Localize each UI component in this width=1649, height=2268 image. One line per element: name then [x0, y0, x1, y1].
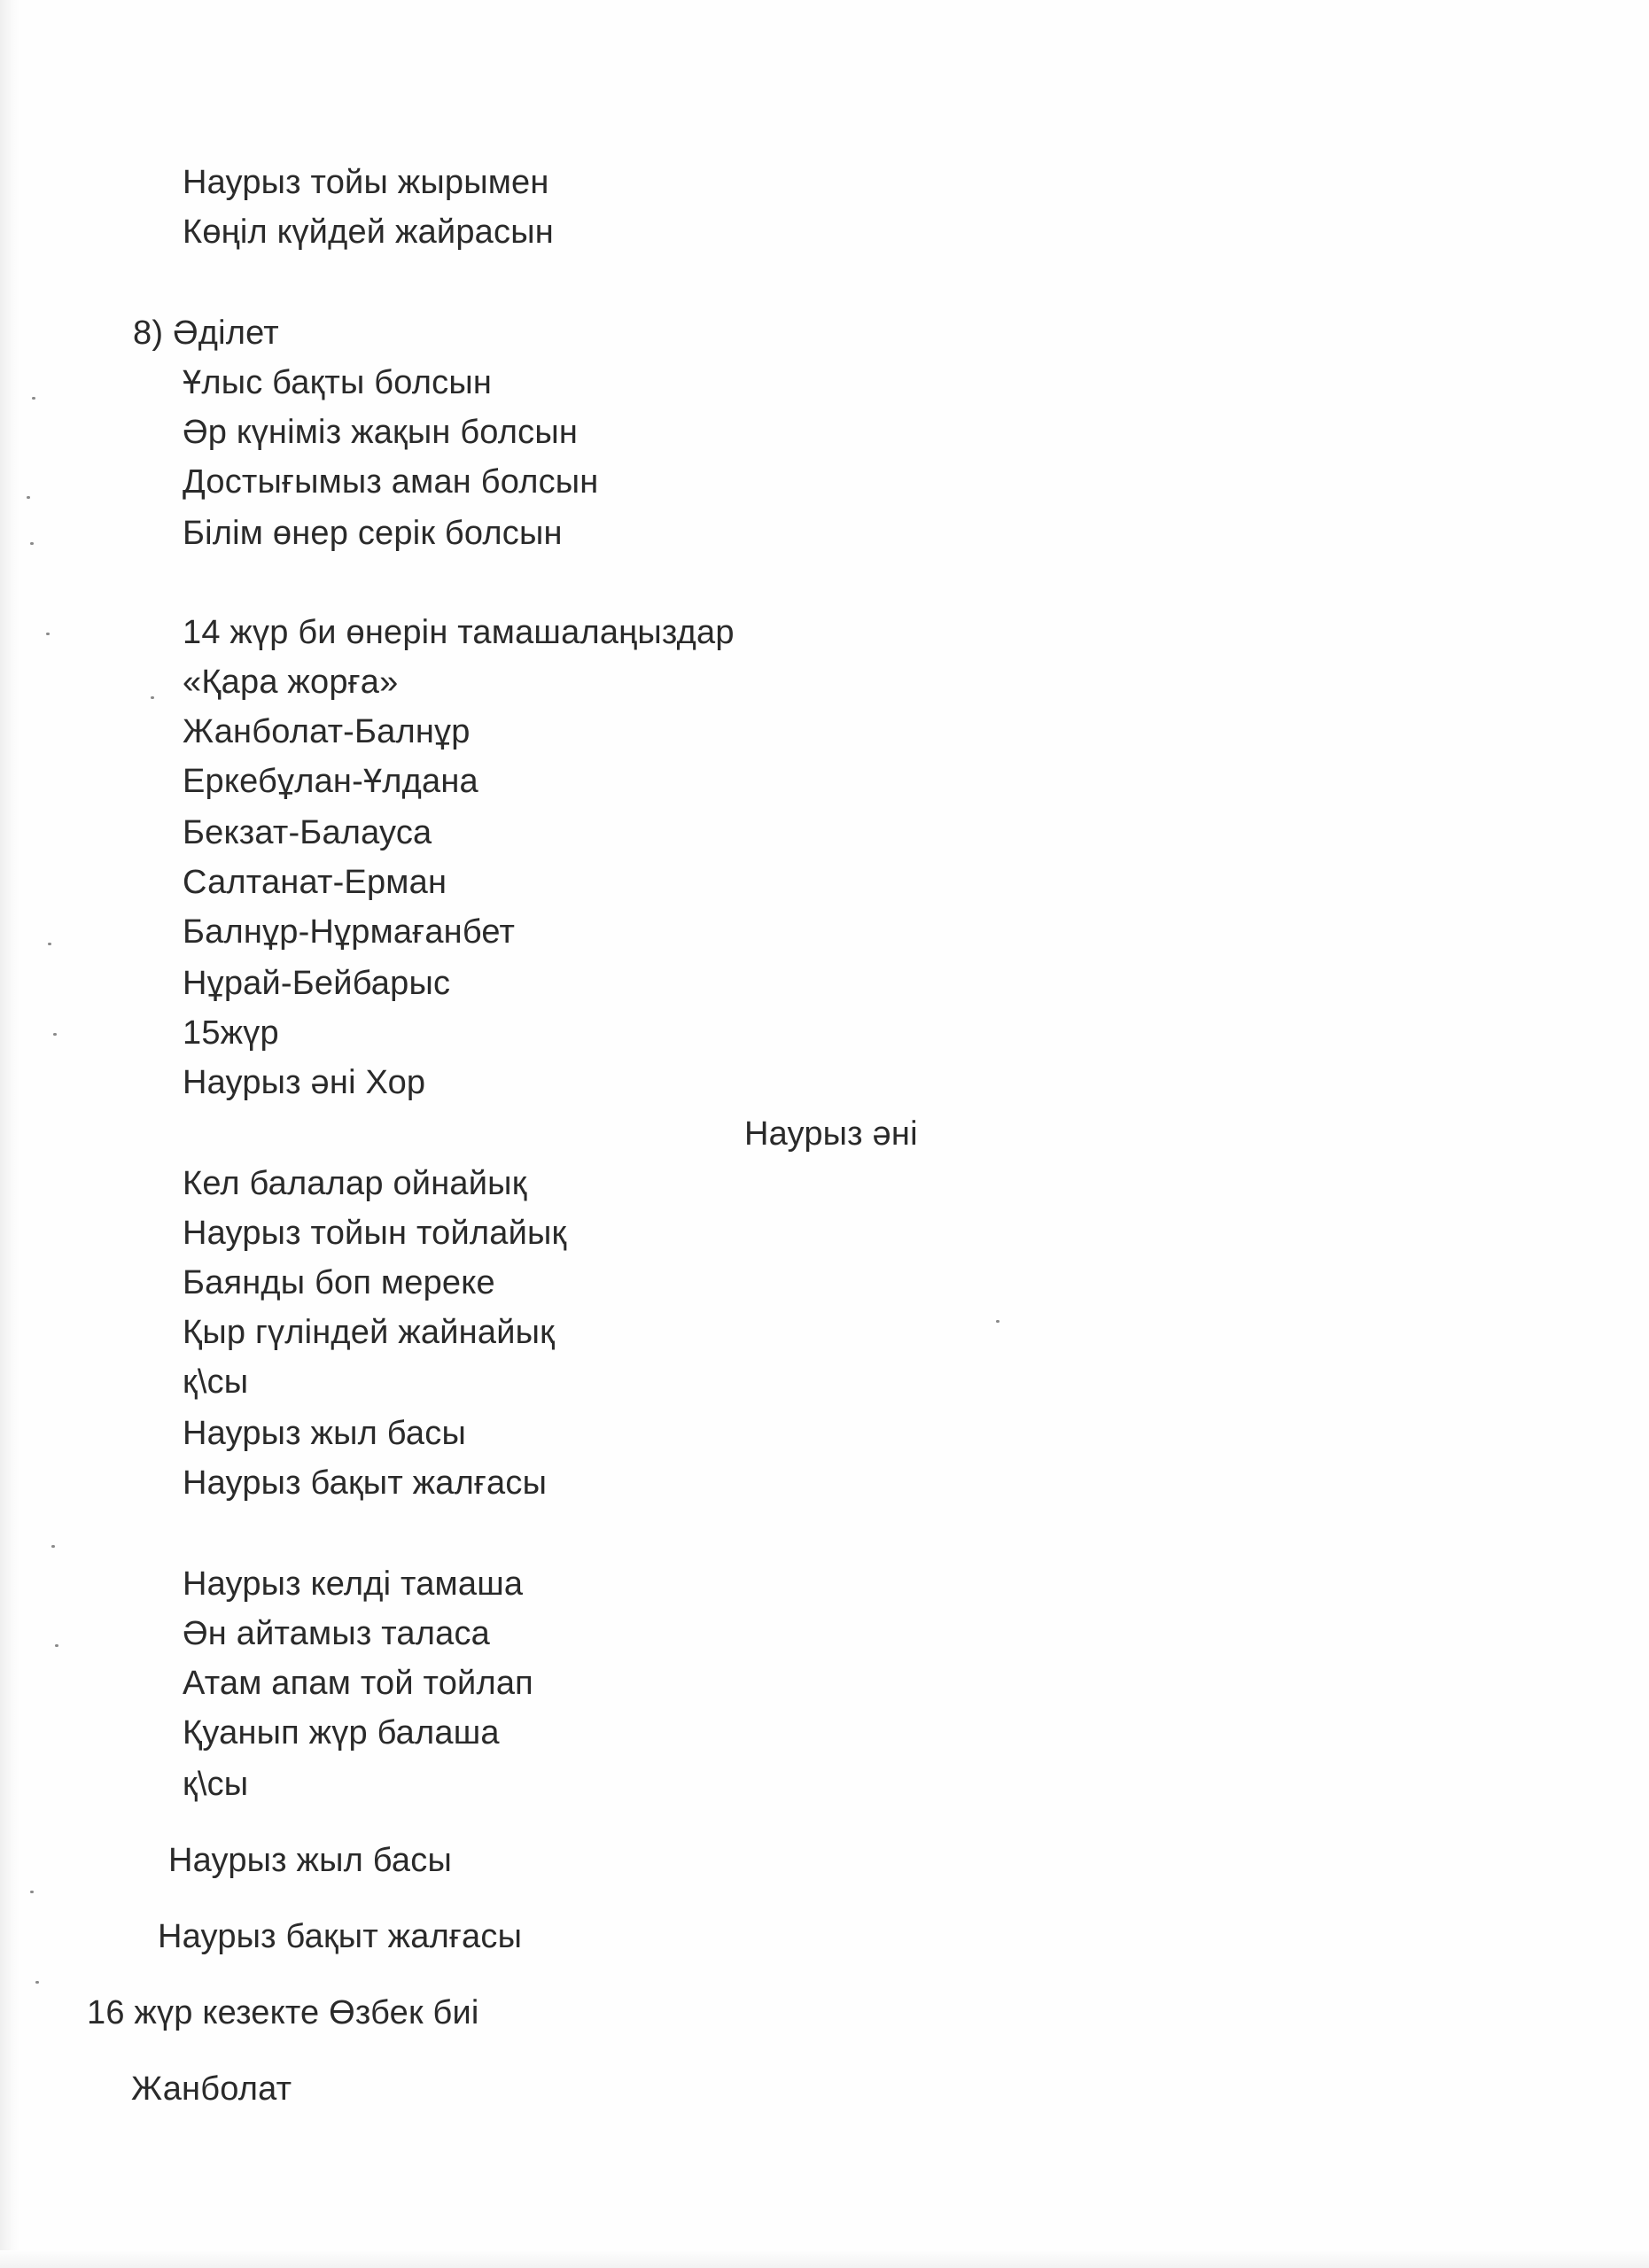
- scan-speck: [51, 1545, 55, 1548]
- text-line: Әр күніміз жақын болсын: [183, 414, 579, 451]
- text-line: 15жүр: [183, 1014, 279, 1052]
- text-line: «Қара жорға»: [183, 664, 399, 701]
- item-heading: 8) Әділет: [133, 315, 279, 352]
- text-line: Жанболат: [131, 2070, 292, 2108]
- text-line: Көңіл күйдей жайрасын: [183, 214, 554, 251]
- scan-shadow-left: [0, 0, 19, 2268]
- scan-speck: [35, 1981, 39, 1984]
- text-line: қ\сы: [183, 1363, 249, 1401]
- text-line: Наурыз тойын тойлайық: [183, 1215, 567, 1252]
- text-line: Нұрай-Бейбарыс: [183, 965, 451, 1002]
- text-line: Ән айтамыз таласа: [183, 1615, 490, 1652]
- text-line: Балнұр-Нұрмағанбет: [183, 913, 516, 951]
- text-line: Наурыз бақыт жалғасы: [183, 1464, 548, 1502]
- scan-speck: [996, 1320, 1000, 1323]
- scan-speck: [55, 1644, 58, 1647]
- scan-speck: [46, 633, 50, 635]
- scan-speck: [30, 542, 34, 545]
- scan-speck: [53, 1033, 57, 1036]
- text-line: Қуанып жүр балаша: [183, 1714, 500, 1751]
- song-title: Наурыз әні: [744, 1115, 918, 1153]
- scan-speck: [151, 696, 154, 699]
- text-line: Білім өнер серік болсын: [183, 515, 563, 552]
- text-line: қ\сы: [183, 1766, 249, 1803]
- text-line: Салтанат-Ерман: [183, 864, 447, 901]
- text-line: Достығымыз аман болсын: [183, 463, 599, 501]
- text-line: 16 жүр кезекте Өзбек биі: [87, 1994, 479, 2031]
- text-line: Бекзат-Балауса: [183, 814, 432, 851]
- scan-speck: [48, 943, 51, 945]
- text-line: Баянды боп мереке: [183, 1264, 495, 1301]
- text-line: Наурыз бақыт жалғасы: [158, 1918, 523, 1955]
- scan-speck: [32, 397, 35, 400]
- text-line: Наурыз жыл басы: [168, 1842, 452, 1879]
- text-line: 14 жүр би өнерін тамашалаңыздар: [183, 614, 735, 651]
- scan-shadow-bottom: [0, 2250, 1649, 2268]
- scan-speck: [27, 496, 30, 499]
- text-line: Наурыз тойы жырымен: [183, 164, 549, 201]
- text-line: Наурыз келді тамаша: [183, 1565, 524, 1603]
- text-line: Ұлыс бақты болсын: [183, 364, 493, 401]
- text-line: Еркебұлан-Ұлдана: [183, 763, 478, 800]
- text-line: Жанболат-Балнұр: [183, 713, 471, 750]
- text-line: Наурыз әні Хор: [183, 1064, 426, 1101]
- text-line: Наурыз жыл басы: [183, 1415, 466, 1452]
- text-line: Атам апам той тойлап: [183, 1665, 533, 1702]
- text-line: Кел балалар ойнайық: [183, 1165, 527, 1202]
- text-line: Қыр гүліндей жайнайық: [183, 1314, 555, 1351]
- scan-speck: [30, 1891, 34, 1893]
